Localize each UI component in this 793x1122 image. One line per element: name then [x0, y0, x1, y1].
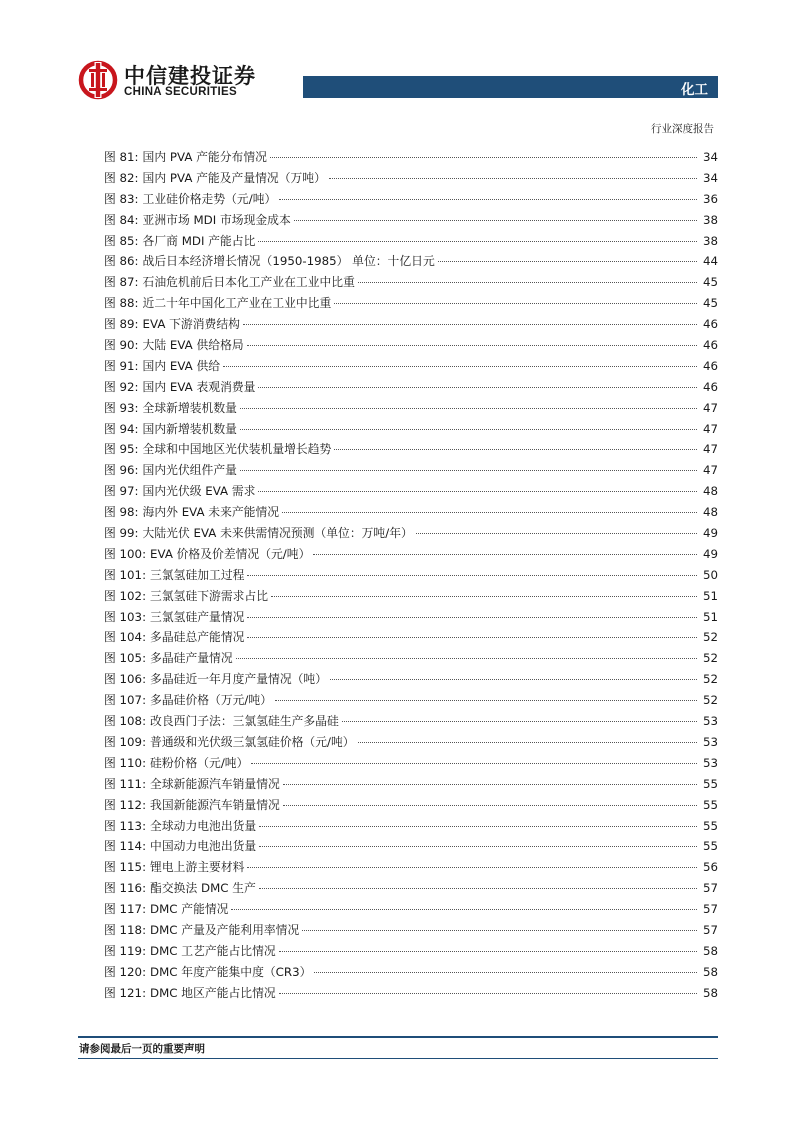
toc-figure-title: 三氯氢硅下游需求占比 [150, 588, 269, 603]
toc-entry[interactable] [104, 733, 718, 754]
toc-page-number: 47 [702, 421, 718, 436]
toc-figure-title: DMC 产能情况 [150, 902, 229, 917]
toc-entry[interactable] [104, 169, 718, 190]
toc-figure-label: 图 93: [104, 400, 139, 415]
toc-dot-leader [302, 930, 697, 931]
toc-figure-label: 图 98: [104, 505, 139, 520]
toc-dot-leader [438, 261, 697, 262]
toc-figure-title: EVA 下游消费结构 [142, 317, 240, 332]
toc-figure-title: 战后日本经济增长情况（1950-1985） 单位：十亿日元 [142, 254, 435, 269]
toc-figure-title: 近二十年中国化工产业在工业中比重 [142, 296, 332, 311]
toc-figure-label: 图 118: [104, 922, 147, 937]
toc-page-number: 34 [702, 170, 718, 185]
toc-entry[interactable] [104, 357, 718, 378]
toc-entry[interactable] [104, 420, 718, 441]
toc-page-number: 49 [702, 526, 718, 541]
toc-dot-leader [279, 993, 697, 994]
toc-dot-leader [283, 784, 697, 785]
toc-dot-leader [251, 763, 697, 764]
toc-page-number: 36 [702, 191, 718, 206]
toc-page-number: 47 [702, 400, 718, 415]
toc-figure-label: 图 99: [104, 526, 139, 541]
toc-dot-leader [231, 909, 697, 910]
toc-figure-title: 国内 EVA 供给 [142, 358, 221, 373]
toc-page-number: 55 [702, 776, 718, 791]
toc-entry[interactable] [104, 691, 718, 712]
toc-entry[interactable] [104, 315, 718, 336]
toc-figure-label: 图 83: [104, 191, 139, 206]
toc-figure-title: 国内 EVA 表观消费量 [142, 379, 256, 394]
toc-entry[interactable] [104, 232, 718, 253]
toc-figure-title: 全球新增装机数量 [142, 400, 237, 415]
toc-entry[interactable] [104, 775, 718, 796]
toc-figure-label: 图 81: [104, 150, 139, 164]
toc-entry[interactable] [104, 273, 718, 294]
toc-entry[interactable] [104, 900, 718, 921]
toc-page-number: 58 [702, 964, 718, 979]
toc-figure-label: 图 114: [104, 839, 147, 854]
toc-dot-leader [314, 972, 697, 973]
toc-figure-title: 亚洲市场 MDI 市场现金成本 [142, 212, 291, 227]
toc-entry[interactable] [104, 942, 718, 963]
toc-figure-title: 国内新增装机数量 [142, 421, 237, 436]
toc-entry[interactable] [104, 503, 718, 524]
toc-figure-title: 全球动力电池出货量 [150, 818, 257, 833]
toc-entry[interactable] [104, 294, 718, 315]
toc-figure-title: 酯交换法 DMC 生产 [150, 881, 256, 896]
toc-entry[interactable] [104, 399, 718, 420]
toc-figure-title: 三氯氢硅加工过程 [150, 567, 245, 582]
citic-logo-icon [78, 60, 118, 100]
toc-dot-leader [243, 324, 697, 325]
toc-figure-label: 图 86: [104, 254, 139, 269]
toc-entry[interactable] [104, 608, 718, 629]
toc-figure-label: 图 105: [104, 651, 147, 666]
toc-dot-leader [334, 303, 697, 304]
toc-entry[interactable] [104, 336, 718, 357]
toc-dot-leader [279, 951, 697, 952]
toc-page-number: 52 [702, 693, 718, 708]
toc-entry[interactable] [104, 796, 718, 817]
toc-page-number: 45 [702, 296, 718, 311]
logo-english-name: CHINA SECURITIES [124, 86, 237, 98]
toc-page-number: 57 [702, 881, 718, 896]
toc-figure-title: 多晶硅总产能情况 [150, 630, 245, 645]
toc-page-number: 53 [702, 714, 718, 729]
toc-dot-leader [259, 846, 697, 847]
toc-figure-title: DMC 年度产能集中度（CR3） [150, 964, 312, 979]
toc-figure-title: 我国新能源汽车销量情况 [150, 797, 280, 812]
toc-dot-leader [313, 554, 697, 555]
toc-entry[interactable] [104, 754, 718, 775]
toc-figure-label: 图 95: [104, 442, 139, 457]
toc-figure-title: DMC 产量及产能利用率情况 [150, 922, 300, 937]
toc-dot-leader [240, 470, 697, 471]
toc-figure-label: 图 113: [104, 818, 147, 833]
toc-dot-leader [247, 637, 697, 638]
toc-entry[interactable] [104, 670, 718, 691]
toc-page-number: 55 [702, 797, 718, 812]
toc-figure-title: 大陆 EVA 供给格局 [142, 338, 244, 353]
toc-figure-title: 改良西门子法：三氯氢硅生产多晶硅 [150, 714, 339, 729]
toc-entry[interactable] [104, 524, 718, 545]
toc-page-number: 38 [702, 212, 718, 227]
toc-figure-title: 海内外 EVA 未来产能情况 [142, 505, 280, 520]
toc-page-number: 45 [702, 275, 718, 290]
toc-entry[interactable] [104, 587, 718, 608]
toc-dot-leader [236, 658, 697, 659]
toc-figure-title: DMC 工艺产能占比情况 [150, 943, 276, 958]
toc-entry[interactable] [104, 879, 718, 900]
toc-figure-label: 图 115: [104, 860, 147, 875]
toc-figure-label: 图 88: [104, 296, 139, 311]
company-logo [78, 60, 268, 102]
footer-disclaimer: 请参阅最后一页的重要声明 [79, 1043, 205, 1055]
toc-page-number: 46 [702, 338, 718, 353]
toc-entry[interactable] [104, 817, 718, 838]
toc-entry[interactable] [104, 148, 718, 169]
toc-dot-leader [223, 366, 697, 367]
toc-figure-label: 图 85: [104, 233, 139, 248]
toc-page-number: 34 [702, 150, 718, 164]
toc-dot-leader [247, 867, 697, 868]
footer-divider-bottom [78, 1058, 718, 1059]
footer-divider-top [78, 1036, 718, 1038]
toc-page-number: 51 [702, 609, 718, 624]
toc-dot-leader [329, 178, 697, 179]
toc-page-number: 52 [702, 630, 718, 645]
toc-entry[interactable] [104, 440, 718, 461]
toc-figure-label: 图 107: [104, 693, 147, 708]
toc-page-number: 46 [702, 379, 718, 394]
toc-figure-title: 工业硅价格走势（元/吨） [142, 191, 277, 206]
toc-figure-title: 国内 PVA 产能分布情况 [142, 150, 267, 164]
toc-figure-title: DMC 地区产能占比情况 [150, 985, 276, 1000]
toc-figure-title: EVA 价格及价差情况（元/吨） [150, 546, 311, 561]
toc-dot-leader [358, 742, 697, 743]
toc-entry[interactable] [104, 963, 718, 984]
toc-figure-title: 各厂商 MDI 产能占比 [142, 233, 256, 248]
toc-page-number: 57 [702, 922, 718, 937]
toc-page-number: 53 [702, 734, 718, 749]
toc-entry[interactable] [104, 837, 718, 858]
toc-dot-leader [247, 345, 697, 346]
toc-page-number: 44 [702, 254, 718, 269]
toc-dot-leader [258, 387, 697, 388]
toc-figure-label: 图 109: [104, 734, 147, 749]
toc-figure-title: 国内光伏级 EVA 需求 [142, 484, 256, 499]
toc-figure-title: 普通级和光伏级三氯氢硅价格（元/吨） [150, 734, 355, 749]
toc-figure-label: 图 120: [104, 964, 147, 979]
toc-figure-label: 图 106: [104, 672, 147, 687]
toc-figure-title: 全球和中国地区光伏装机量增长趋势 [142, 442, 332, 457]
toc-figure-title: 多晶硅价格（万元/吨） [150, 693, 272, 708]
toc-dot-leader [334, 449, 697, 450]
toc-figure-label: 图 108: [104, 714, 147, 729]
logo-chinese-name: 中信建投证券 [124, 64, 256, 88]
toc-figure-label: 图 111: [104, 776, 147, 791]
toc-entry[interactable] [104, 712, 718, 733]
report-type: 行业深度报告 [651, 123, 714, 135]
toc-page-number: 49 [702, 546, 718, 561]
toc-entry[interactable] [104, 461, 718, 482]
section-header-bar [303, 76, 718, 98]
toc-figure-label: 图 82: [104, 170, 139, 185]
toc-page-number: 47 [702, 442, 718, 457]
toc-dot-leader [294, 220, 697, 221]
toc-dot-leader [358, 282, 697, 283]
toc-entry[interactable] [104, 378, 718, 399]
toc-entry[interactable] [104, 211, 718, 232]
toc-page-number: 48 [702, 505, 718, 520]
toc-dot-leader [240, 429, 697, 430]
toc-page-number: 46 [702, 317, 718, 332]
toc-figure-label: 图 110: [104, 755, 147, 770]
toc-figure-title: 多晶硅近一年月度产量情况（吨） [150, 672, 328, 687]
toc-page-number: 57 [702, 902, 718, 917]
toc-figure-title: 全球新能源汽车销量情况 [150, 776, 280, 791]
toc-entry[interactable] [104, 858, 718, 879]
toc-figure-label: 图 96: [104, 463, 139, 478]
toc-entry[interactable] [104, 190, 718, 211]
toc-figure-label: 图 116: [104, 881, 147, 896]
toc-figure-title: 多晶硅产量情况 [150, 651, 233, 666]
toc-dot-leader [259, 826, 697, 827]
toc-page-number: 58 [702, 985, 718, 1000]
toc-dot-leader [271, 596, 697, 597]
toc-dot-leader [279, 199, 697, 200]
toc-figure-label: 图 100: [104, 546, 147, 561]
toc-dot-leader [270, 157, 697, 158]
toc-entry[interactable] [104, 649, 718, 670]
toc-figure-label: 图 91: [104, 358, 139, 373]
toc-figure-label: 图 117: [104, 902, 147, 917]
toc-figure-title: 大陆光伏 EVA 未来供需情况预测（单位：万吨/年） [142, 526, 413, 541]
toc-figure-title: 国内光伏组件产量 [142, 463, 237, 478]
toc-figure-label: 图 103: [104, 609, 147, 624]
toc-page-number: 50 [702, 567, 718, 582]
toc-figure-title: 锂电上游主要材料 [150, 860, 245, 875]
toc-figure-label: 图 94: [104, 421, 139, 436]
toc-figure-label: 图 90: [104, 338, 139, 353]
toc-dot-leader [258, 491, 697, 492]
toc-figure-label: 图 104: [104, 630, 147, 645]
toc-dot-leader [330, 679, 697, 680]
toc-page-number: 48 [702, 484, 718, 499]
toc-dot-leader [416, 533, 697, 534]
toc-dot-leader [247, 575, 697, 576]
toc-figure-label: 图 84: [104, 212, 139, 227]
toc-page-number: 53 [702, 755, 718, 770]
toc-figure-title: 石油危机前后日本化工产业在工业中比重 [142, 275, 355, 290]
figure-index-list [104, 148, 718, 1005]
toc-entry[interactable] [104, 984, 718, 1005]
toc-dot-leader [342, 721, 697, 722]
toc-figure-title: 三氯氢硅产量情况 [150, 609, 245, 624]
toc-figure-label: 图 121: [104, 985, 147, 1000]
toc-page-number: 51 [702, 588, 718, 603]
toc-dot-leader [283, 805, 697, 806]
toc-figure-label: 图 112: [104, 797, 147, 812]
toc-figure-label: 图 101: [104, 567, 147, 582]
toc-figure-label: 图 102: [104, 588, 147, 603]
toc-page-number: 38 [702, 233, 718, 248]
toc-dot-leader [240, 408, 697, 409]
toc-page-number: 46 [702, 358, 718, 373]
toc-page-number: 52 [702, 651, 718, 666]
toc-figure-label: 图 92: [104, 379, 139, 394]
toc-figure-label: 图 87: [104, 275, 139, 290]
toc-page-number: 58 [702, 943, 718, 958]
toc-entry[interactable] [104, 545, 718, 566]
toc-page-number: 47 [702, 463, 718, 478]
toc-dot-leader [247, 617, 697, 618]
toc-dot-leader [258, 241, 697, 242]
section-label: 化工 [681, 82, 708, 98]
toc-figure-label: 图 119: [104, 943, 147, 958]
toc-entry[interactable] [104, 921, 718, 942]
toc-entry[interactable] [104, 252, 718, 273]
toc-entry[interactable] [104, 482, 718, 503]
toc-page-number: 55 [702, 839, 718, 854]
toc-entry[interactable] [104, 566, 718, 587]
toc-figure-label: 图 89: [104, 317, 139, 332]
toc-figure-title: 硅粉价格（元/吨） [150, 755, 249, 770]
toc-page-number: 55 [702, 818, 718, 833]
toc-page-number: 56 [702, 860, 718, 875]
toc-dot-leader [282, 512, 697, 513]
toc-entry[interactable] [104, 628, 718, 649]
toc-dot-leader [259, 888, 697, 889]
toc-figure-label: 图 97: [104, 484, 139, 499]
toc-figure-title: 中国动力电池出货量 [150, 839, 257, 854]
toc-page-number: 52 [702, 672, 718, 687]
toc-dot-leader [275, 700, 697, 701]
toc-figure-title: 国内 PVA 产能及产量情况（万吨） [142, 170, 326, 185]
